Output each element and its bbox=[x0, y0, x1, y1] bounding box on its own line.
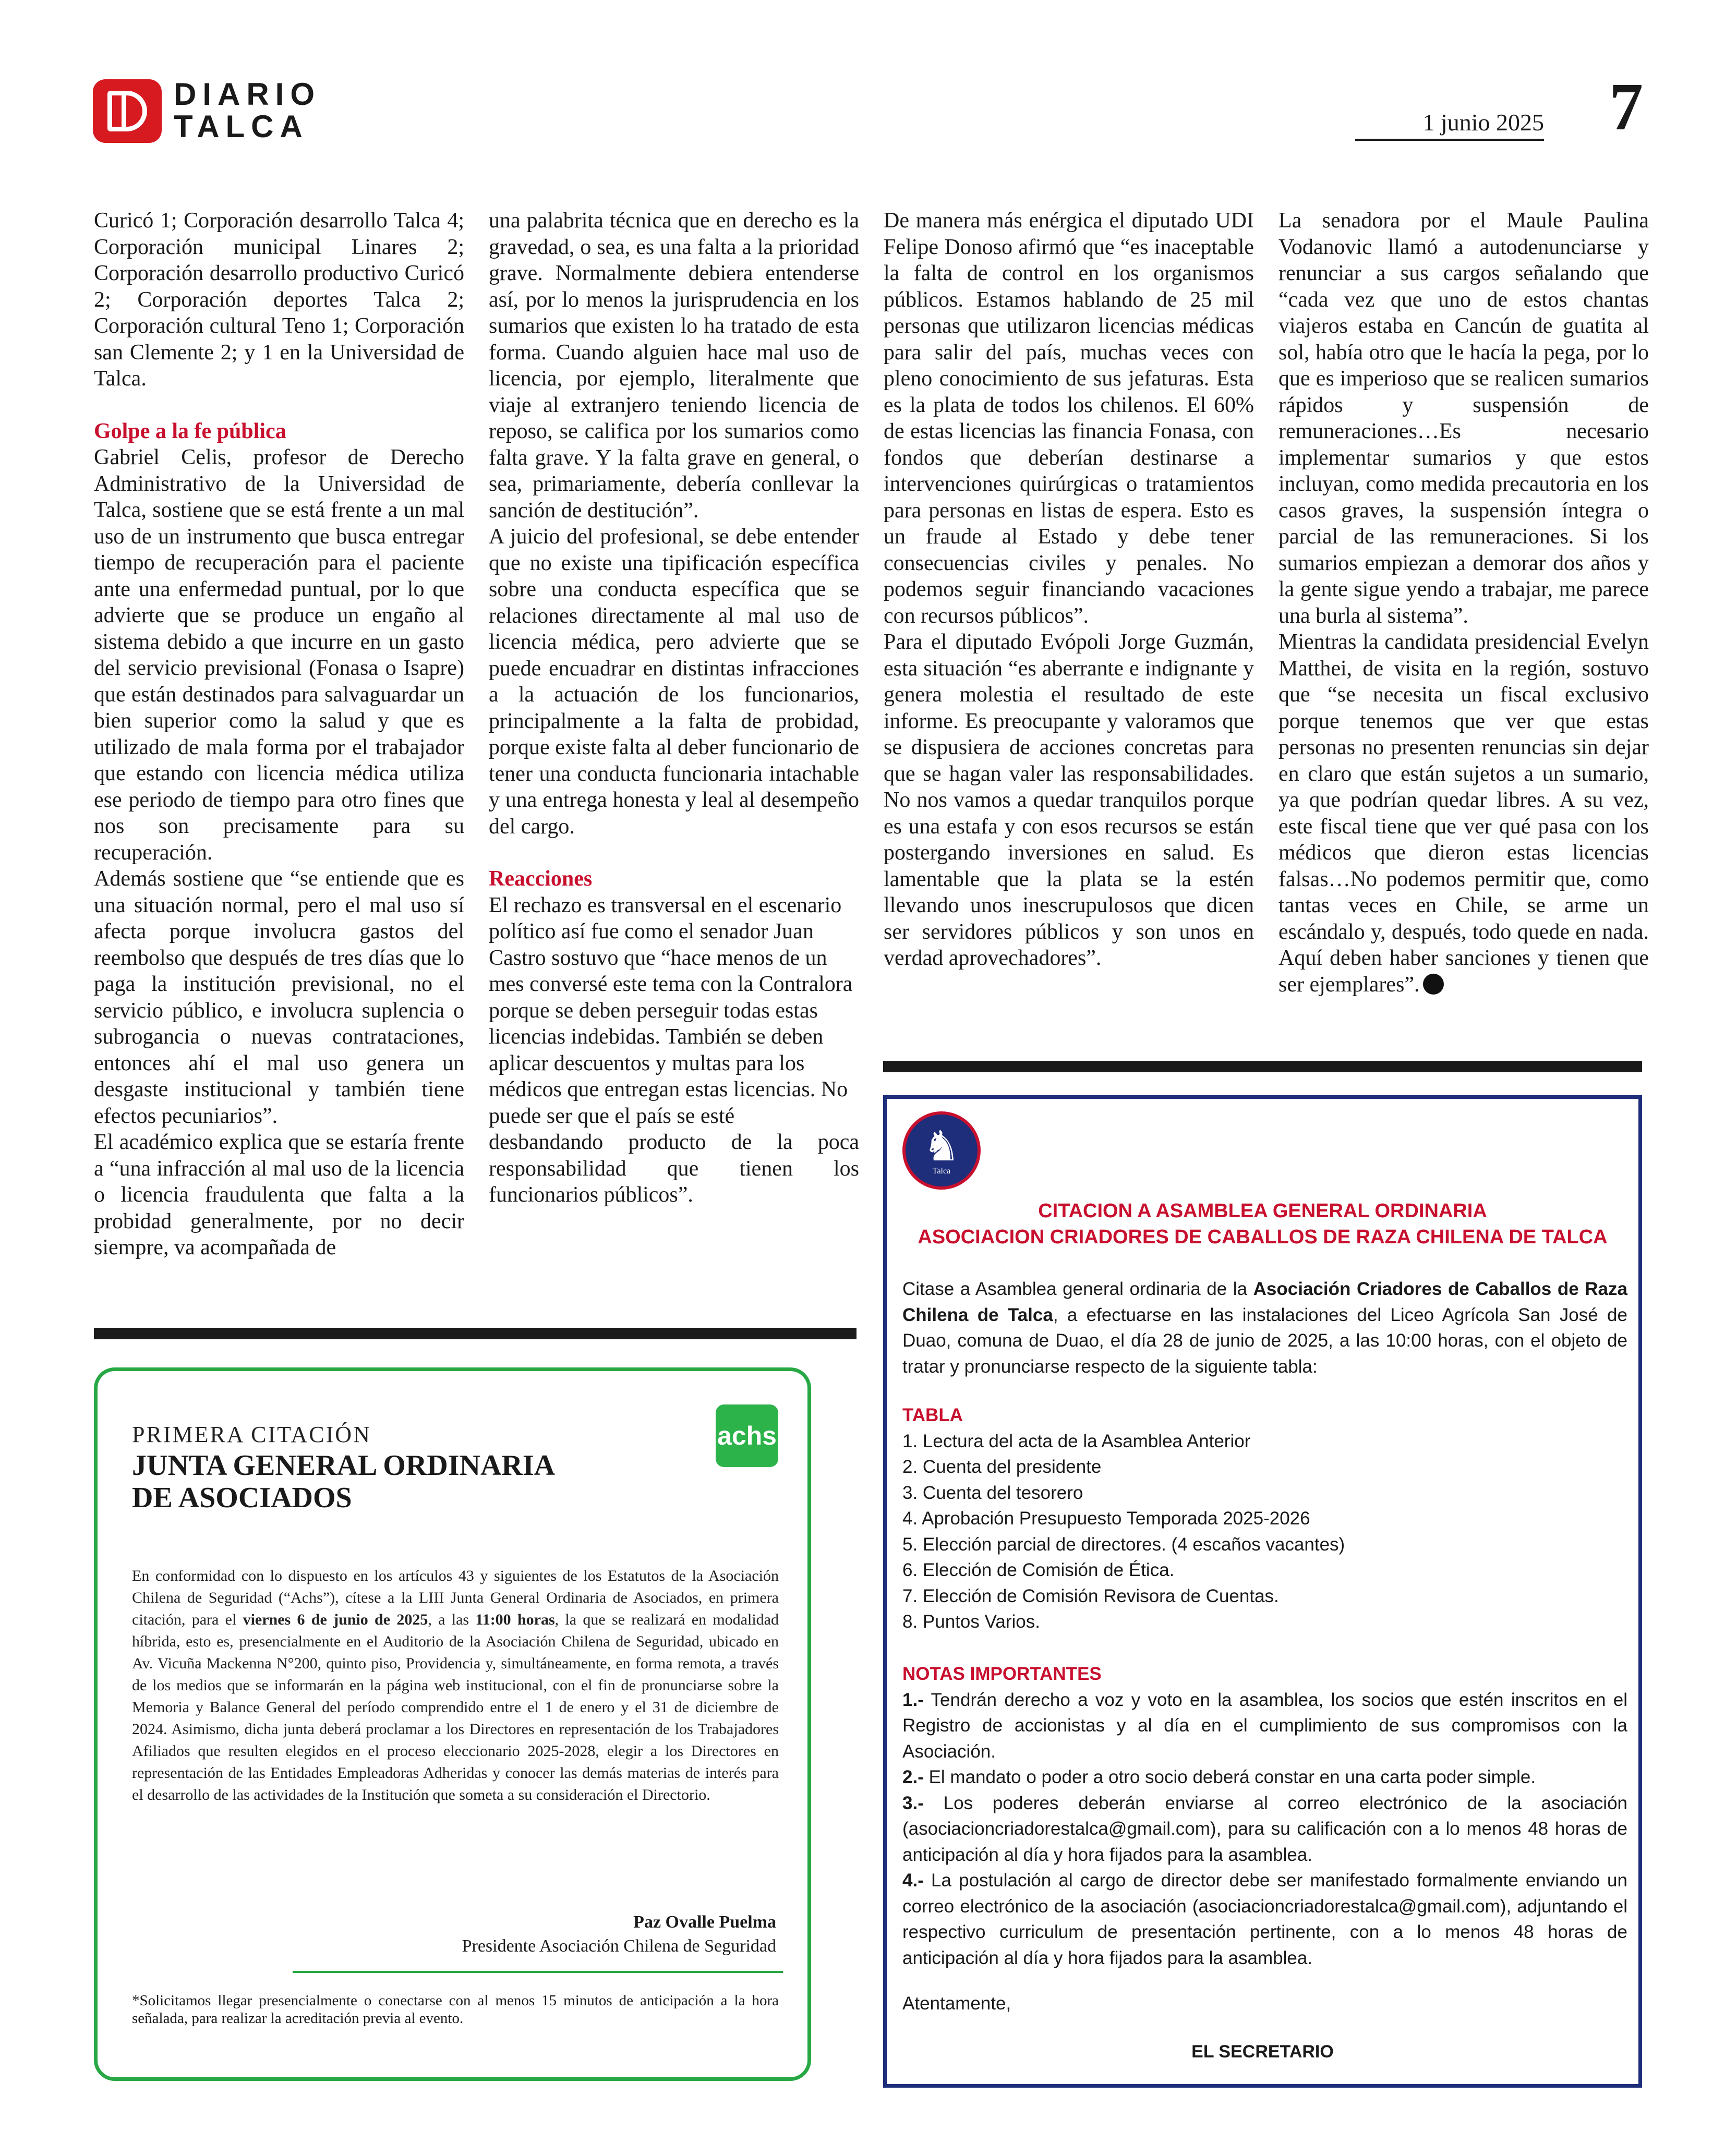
brand-line-2: TALCA bbox=[174, 109, 309, 144]
paragraph: De manera más enérgica el diputado UDI Felipe Donoso afirmó que “es inaceptable la falta de control en los organismos públicos. Estamos hablando de 25 mil personas que utilizaron licencias médicas para salir del país, muchas veces con pleno conocimiento de sus jefaturas. Esta es la plata de todos los chilenos. El 60% de estas licencias las financia Fonasa, con fondos que deberían destinarse a intervenciones quirúrgicas o tratamientos para personas en listas de espera. Esto es un fraude al Estado y debe tener consecuencias civiles y penales. No podemos seguir financiando vacaciones con recursos públicos”. bbox=[884, 209, 1254, 628]
diario-talca-logo-icon bbox=[93, 79, 162, 143]
nota-item bbox=[902, 1687, 1627, 1765]
achs-title-line-2: DE ASOCIADOS bbox=[132, 1482, 352, 1514]
brand-line-1: DIARIO bbox=[174, 77, 321, 112]
page-number: 7 bbox=[1609, 69, 1643, 144]
tabla-item: 3. Cuenta del tesorero bbox=[902, 1482, 1083, 1503]
paragraph-text: Mientras la candidata presidencial Evelyn Matthei, de visita en la región, sostuvo que “se necesita un fiscal exclusivo porque tenemos que ver que estas personas no presenten renuncias sin dejar en claro que están sujetos a un sumario, ya que podrían quedar libres. A su vez, este fiscal tiene que ver qué pasa con los médicos que dieron estas licencias falsas…No podemos permitir que, como tantas veces en Chile, se arme un escándalo y, después, todo quede en nada. Aquí deben haber sanciones y tienen que ser ejemplares”. bbox=[1278, 630, 1649, 997]
tabla-item: 4. Aprobación Presupuesto Temporada 2025-2026 bbox=[902, 1508, 1310, 1529]
nota-text: Los poderes deberán enviarse al correo electrónico de la asociación (asociacioncriadorestalca@gmail.com), para su calificación con a lo menos 48 horas de anticipación al día y hora fijados para la asamblea. bbox=[902, 1792, 1627, 1865]
intro-org: Asociación Criadores de Caballos de Raza Chilena de Talca bbox=[902, 1279, 1627, 1325]
achs-notice bbox=[94, 1367, 811, 2081]
paragraph bbox=[1278, 629, 1649, 998]
emblem-text: ♞ Talca bbox=[932, 1167, 951, 1176]
subheading-golpe: Golpe a la fe pública bbox=[94, 419, 286, 443]
article-column-1 bbox=[94, 208, 464, 1261]
paragraph: una palabrita técnica que en derecho es la gravedad, o sea, es una falta a la prioridad grave. Normalmente debiera entenderse así, por lo menos la jurisprudencia en los sumarios que existen lo ha tratado de esta forma. Cuando alguien hace mal uso de licencia, por ejemplo, literalmente que viaje al extranjero teniendo licencia de reposo, se califica por los sumarios como falta grave. Y la falta grave en general, o sea, primariamente, debería conllevar la sanción de destitución”. bbox=[489, 209, 859, 523]
nota-item bbox=[902, 1764, 1627, 1790]
article-column-4 bbox=[1278, 208, 1649, 998]
achs-kicker: PRIMERA CITACIÓN bbox=[132, 1422, 371, 1447]
caballos-notice bbox=[883, 1095, 1642, 2088]
tabla-item: 1. Lectura del acta de la Asamblea Anterior bbox=[902, 1431, 1251, 1451]
tabla-item: 7. Elección de Comisión Revisora de Cuentas. bbox=[902, 1585, 1279, 1606]
signer-name: Paz Ovalle Puelma bbox=[633, 1912, 776, 1932]
tabla-item: 8. Puntos Varios. bbox=[902, 1612, 1040, 1632]
horse-emblem-icon bbox=[902, 1111, 981, 1190]
subheading-reacciones: Reacciones bbox=[489, 867, 593, 891]
paragraph: La senadora por el Maule Paulina Vodanovic llamó a autodenunciarse y renunciar a sus cargos señalando que “cada vez que uno de estos chantas viajeros estaba en Cancún de guatita al sol, había otro que le hacía la pega, por lo que es imperioso que se realicen sumarios rápidos y suspensión de remuneraciones…Es necesario implementar sumarios y que estos incluyan, como medida precautoria en los casos graves, la suspensión íntegra o parcial de las remuneraciones. Si los sumarios empiezan a demorar dos años y la gente sigue yendo a trabajar, me parece una burla al sistema”. bbox=[1278, 209, 1649, 628]
caballos-title-line-2: ASOCIACION CRIADORES DE CABALLOS DE RAZA CHILENA DE TALCA bbox=[918, 1226, 1608, 1248]
section-rule-left bbox=[94, 1328, 857, 1339]
achs-title-line-1: JUNTA GENERAL ORDINARIA bbox=[132, 1449, 556, 1482]
paragraph: Curicó 1; Corporación desarrollo Talca 4; Corporación municipal Linares 2; Corporación desarrollo productivo Curicó 2; Corporación deportes Talca 2; Corporación cultural Teno 1; Corporación san Clemente 2; y 1 en la Universidad de Talca. bbox=[94, 209, 464, 391]
caballos-title bbox=[887, 1198, 1638, 1250]
achs-date: viernes 6 de junio de 2025 bbox=[243, 1611, 428, 1628]
tabla-item: 6. Elección de Comisión de Ética. bbox=[902, 1560, 1175, 1580]
nota-number: 2.- bbox=[902, 1767, 924, 1787]
paragraph: El académico explica que se estaría frente a “una infracción al mal uso de la licencia o licencia fraudulenta que falta a la probidad generalmente, por no decir siempre, va acompañada de bbox=[94, 1130, 464, 1259]
section-rule-right bbox=[883, 1061, 1642, 1072]
end-of-article-icon bbox=[1423, 974, 1444, 995]
nota-item bbox=[902, 1790, 1627, 1868]
nota-number: 1.- bbox=[902, 1689, 924, 1710]
notas-section bbox=[902, 1661, 1627, 1971]
paragraph: A juicio del profesional, se debe entender que no existe una tipificación específica sobre una conducta específica que se relaciones directamente al mal uso de licencia médica, pero advierte que se puede encuadrar en distintas infracciones a la actuación de los funcionarios, principalmente a la falta de probidad, porque existe falta al deber funcionario de tener una conducta funcionaria intachable y una entrega honesta y leal al desempeño del cargo. bbox=[489, 525, 859, 839]
paragraph: Para el diputado Evópoli Jorge Guzmán, esta situación “es aberrante e indignante y genera molestia el resultado de este informe. Es preocupante y valoramos que se dispusiera de acciones concretas para que se hagan valer las responsabilidades. No nos vamos a quedar tranquilos porque es una estafa y con esos recursos se están postergando inversiones en salud. Es lamentable que la plata se la estén llevando unos inescrupulosos que dicen ser servidores públicos y son unos en verdad aprovechadores”. bbox=[884, 630, 1254, 970]
tabla-heading: TABLA bbox=[902, 1405, 963, 1425]
nota-number: 3.- bbox=[902, 1792, 924, 1813]
intro-text: , a efectuarse en las instalaciones del Liceo Agrícola San José de Duao, comuna de Duao, el día 28 de junio de 2025, a las 10:00 horas, con el objeto de tratar y pronunciarse respecto de la siguiente tabla: bbox=[902, 1304, 1627, 1377]
achs-divider bbox=[293, 1971, 783, 1973]
notas-heading: NOTAS IMPORTANTES bbox=[902, 1664, 1102, 1684]
tabla-item: 2. Cuenta del presidente bbox=[902, 1457, 1102, 1477]
achs-title bbox=[132, 1449, 555, 1514]
achs-logo: achs bbox=[716, 1404, 778, 1467]
tabla-section bbox=[902, 1402, 1627, 1635]
achs-footnote: *Solicitamos llegar presencialmente o conectarse con al menos 15 minutos de anticipación a la hora señalada, para realizar la acreditación previa al evento. bbox=[132, 1992, 779, 2027]
closing: Atentamente, bbox=[902, 1993, 1011, 2014]
nota-item bbox=[902, 1868, 1627, 1971]
achs-body-text: En conformidad con lo dispuesto en los artículos 43 y siguientes de los Estatutos de la Asociación Chilena de Seguridad (“Achs”), cítese a la LIII Junta General Ordinaria de Asociados, en primera citación, para el bbox=[132, 1567, 779, 1628]
brand-name bbox=[174, 78, 321, 143]
intro-text: Citase a Asamblea general ordinaria de la bbox=[902, 1279, 1253, 1299]
issue-date: 1 junio 2025 bbox=[1422, 109, 1544, 136]
paragraph: El rechazo es transversal en el escenario político así fue como el senador Juan Castro sostuvo que “hace menos de un mes conversé este tema con la Contralora porque se deben perseguir todas estas licencias indebidas. También se deben aplicar descuentos y multas para los médicos que entregan estas licencias. No puede ser que el país se esté bbox=[489, 893, 853, 1128]
secretary-signature: EL SECRETARIO bbox=[1191, 2042, 1334, 2062]
nota-text: Tendrán derecho a voz y voto en la asamblea, los socios que estén inscritos en el Registro de accionistas y al día en el cumplimiento de sus compromisos con la Asociación. bbox=[902, 1689, 1627, 1762]
achs-body-text: , a las bbox=[428, 1611, 476, 1628]
paragraph: desbandando producto de la poca responsabilidad que tienen los funcionarios públicos”. bbox=[489, 1130, 859, 1207]
achs-body bbox=[132, 1565, 779, 1806]
caballos-title-line-1: CITACION A ASAMBLEA GENERAL ORDINARIA bbox=[1038, 1200, 1487, 1222]
paragraph: Gabriel Celis, profesor de Derecho Administrativo de la Universidad de Talca, sostiene que se está frente a un mal uso de un instrumento que busca entregar tiempo de recuperación para el paciente ante una enfermedad puntual, por lo que advierte que se produce un engaño al sistema debido a que incurre en un gasto del servicio previsional (Fonasa o Isapre) que están destinados para salvaguardar un bien superior como la salud y que es utilizado de mala forma por el trabajador que estando con licencia médica utiliza ese periodo de tiempo para otro fines que nos son precisamente para su recuperación. bbox=[94, 445, 464, 865]
signer-role: Presidente Asociación Chilena de Seguridad bbox=[462, 1936, 776, 1956]
nota-text: La postulación al cargo de director debe ser manifestado formalmente enviando un correo electrónico de la asociación (asociacioncriadorestalca@gmail.com), adjuntando el respectivo curriculum de presentación pertinente, con a lo menos 48 horas de anticipación al día y hora fijados para la asamblea. bbox=[902, 1870, 1627, 1968]
article-column-3 bbox=[884, 208, 1254, 972]
tabla-item: 5. Elección parcial de directores. (4 escaños vacantes) bbox=[902, 1534, 1345, 1555]
nota-text: El mandato o poder a otro socio deberá constar en una carta poder simple. bbox=[923, 1767, 1536, 1787]
achs-body-text: , la que se realizará en modalidad híbrida, esto es, presencialmente en el Auditorio de la Asociación Chilena de Seguridad, ubicado en Av. Vicuña Mackenna N°200, quinto piso, Providencia y, simultáneamente, en forma remota, a través de los medios que se informarán en la página web institucional, con el fin de pronunciarse sobre la Memoria y Balance General del período comprendido entre el 1 de enero y el 31 de diciembre de 2024. Asimismo, dicha junta deberá proclamar a los Directores en representación de los Trabajadores Afiliados que resulten elegidos en el proceso eleccionario 2025-2028, elegir a los Directores en representación de las Entidades Empleadoras Adheridas y conocer las demás materias de interés para el desarrollo de las actividades de la Institución que someta a su consideración el Directorio. bbox=[132, 1611, 779, 1803]
caballos-intro bbox=[902, 1276, 1627, 1379]
date-rule bbox=[1355, 139, 1544, 141]
nota-number: 4.- bbox=[902, 1870, 924, 1891]
achs-time: 11:00 horas bbox=[475, 1611, 555, 1628]
article-column-2 bbox=[489, 208, 859, 1208]
achs-signature bbox=[462, 1910, 776, 1958]
paragraph: Además sostiene que “se entiende que es una situación normal, pero el mal uso sí afecta porque involucra gastos del reembolso que después de tres días que lo paga la institución previsional, no el servicio público, e involucra suplencia o subrogancia o nuevas contrataciones, entonces ahí el mal uso genera un desgaste institucional y también tiene efectos pecuniarios”. bbox=[94, 867, 464, 1128]
